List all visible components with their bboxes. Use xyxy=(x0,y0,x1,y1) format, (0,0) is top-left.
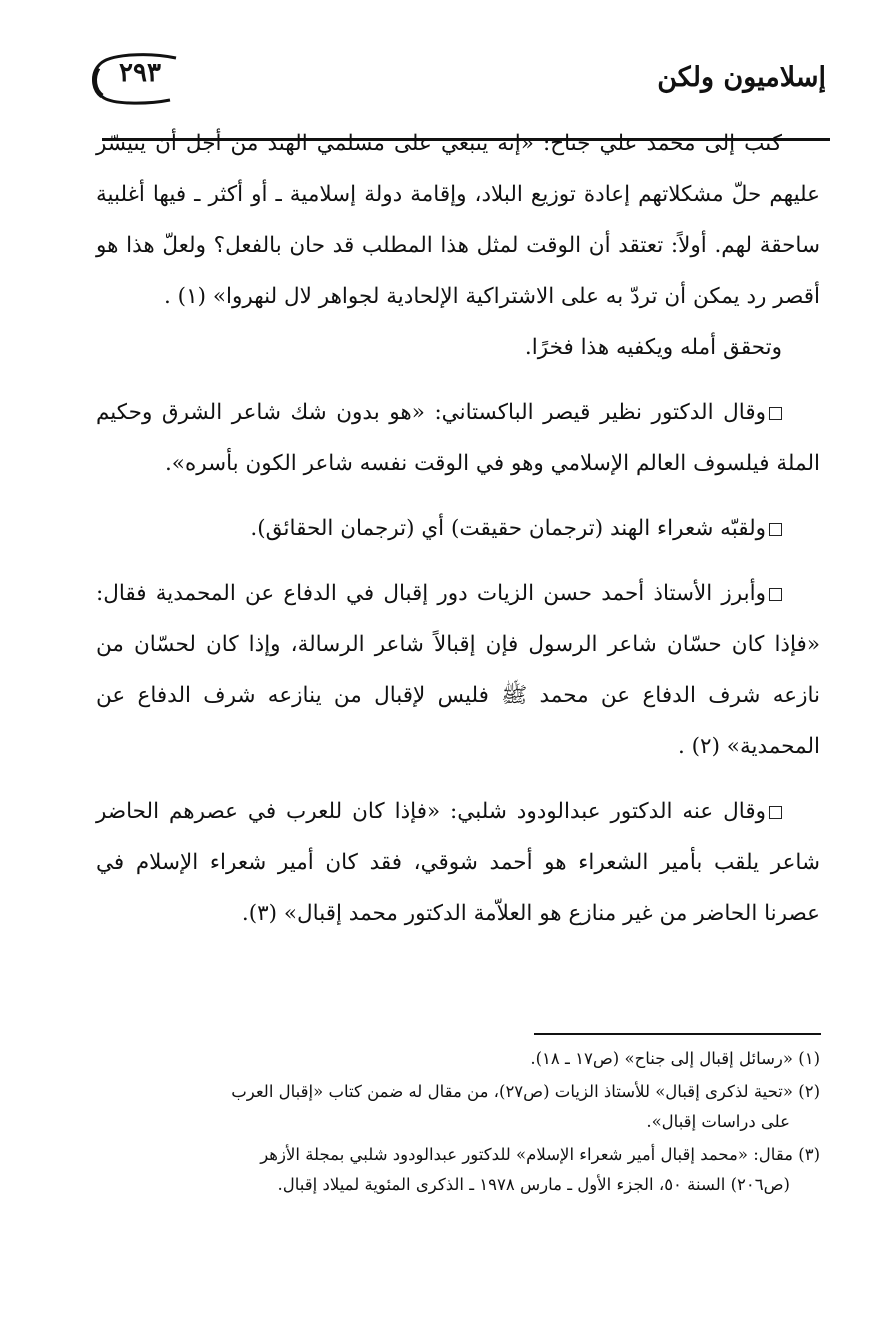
footnote-number: (٢) xyxy=(798,1082,820,1101)
paragraph: وقال عنه الدكتور عبدالودود شلبي: «فإذا كان للعرب في عصرهم الحاضر شاعر يلقب بأمير الشعراء هو أحمد شوقي، فقد كان أمير شعراء الإسلام في عصرنا الحاضر من غير منازع هو العلاّمة الدكتور محمد إقبال» (٣). xyxy=(96,799,820,926)
main-text xyxy=(96,118,820,939)
footnote-number: (٣) xyxy=(798,1145,820,1164)
footnote xyxy=(96,1140,820,1200)
footnote-number: (١) xyxy=(798,1049,820,1068)
footnote-divider xyxy=(534,1033,821,1035)
running-title: إسلاميون ولكن xyxy=(657,62,826,93)
paragraph-block xyxy=(96,503,820,554)
footnote xyxy=(96,1077,820,1137)
square-bullet-icon xyxy=(769,523,782,536)
paragraph: وأبرز الأستاذ أحمد حسن الزيات دور إقبال في الدفاع عن المحمدية فقال: «فإذا كان حسّان شاعر الرسول فإن إقبالاً شاعر الرسالة، وإذا كان لحسّان من نازعه شرف الدفاع عن محمد ﷺ فليس لإقبال من ينازعه شرف الدفاع عن المحمدية» (٢) . xyxy=(96,581,820,759)
paragraph-block xyxy=(96,387,820,489)
footnote xyxy=(96,1044,820,1074)
square-bullet-icon xyxy=(769,806,782,819)
paragraph-block xyxy=(96,568,820,772)
page-number-badge xyxy=(88,50,184,106)
footnotes xyxy=(96,1044,820,1203)
paragraph: وتحقق أمله ويكفيه هذا فخرًا. xyxy=(524,335,782,360)
footnote-continuation: على دراسات إقبال». xyxy=(646,1112,790,1131)
square-bullet-icon xyxy=(769,588,782,601)
footnote-continuation: (ص٢٠٦) السنة ٥٠، الجزء الأول ـ مارس ١٩٧٨ ـ الذكرى المئوية لميلاد إقبال. xyxy=(277,1175,790,1194)
paragraph: وقال الدكتور نظير قيصر الباكستاني: «هو بدون شك شاعر الشرق وحكيم الملة فيلسوف العالم الإسلامي وهو في الوقت نفسه شاعر الكون بأسره». xyxy=(96,400,820,476)
page-number: ٢٩٣ xyxy=(119,58,161,88)
paragraph: ولقبّه شعراء الهند (ترجمان حقيقت) أي (ترجمان الحقائق). xyxy=(250,516,766,541)
square-bullet-icon xyxy=(769,407,782,420)
paragraph: كتب إلى محمد علي جناح: «إنه ينبغي على مسلمي الهند من أجل أن يتيسّر عليهم حلّ مشكلاتهم إعادة توزيع البلاد، وإقامة دولة إسلامية ـ أو أكثر ـ فيها أغلبية ساحقة لهم. أولاً: تعتقد أن الوقت لمثل هذا المطلب قد حان بالفعل؟ ولعلّ هذا هو أقصر رد يمكن أن تردّ به على الاشتراكية الإلحادية لجواهر لال لنهروا» (١) . xyxy=(96,131,820,309)
paragraph-block xyxy=(96,786,820,939)
footnote-text: «رسائل إقبال إلى جناح» (ص١٧ ـ ١٨). xyxy=(530,1049,793,1068)
footnote-text: «تحية لذكرى إقبال» للأستاذ الزيات (ص٢٧)، من مقال له ضمن كتاب «إقبال العرب xyxy=(231,1082,793,1101)
footnote-text: مقال: «محمد إقبال أمير شعراء الإسلام» للدكتور عبدالودود شلبي بمجلة الأزهر xyxy=(260,1145,793,1164)
page-header xyxy=(88,40,828,110)
